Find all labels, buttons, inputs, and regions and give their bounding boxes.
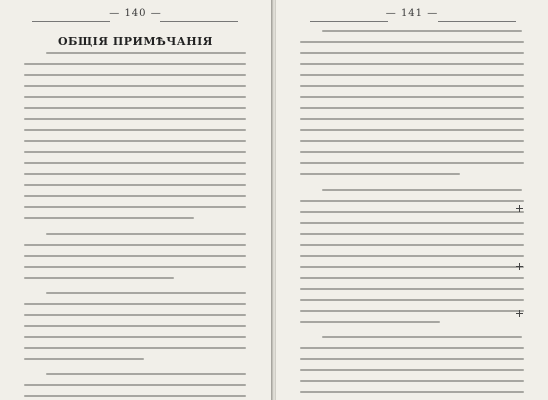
left-header-rule-left	[32, 21, 110, 22]
text-line	[300, 173, 460, 175]
text-line	[300, 255, 524, 257]
text-line	[24, 206, 246, 208]
section-heading: ОБЩІЯ ПРИМѢЧАНІЯ	[57, 35, 214, 48]
text-line	[300, 85, 524, 87]
right-header-rule-left	[310, 21, 388, 22]
text-line	[24, 244, 246, 246]
text-line	[24, 325, 246, 327]
text-line	[300, 358, 524, 360]
text-line	[300, 233, 524, 235]
text-line	[300, 200, 524, 202]
right-page	[276, 0, 548, 400]
section-marker-icon	[516, 205, 523, 212]
text-line	[24, 85, 246, 87]
section-marker-icon	[516, 263, 523, 270]
text-line	[300, 211, 524, 213]
right-page-number: — 141 —	[385, 8, 439, 19]
text-line	[300, 52, 524, 54]
text-line	[24, 151, 246, 153]
text-line	[24, 217, 194, 219]
text-line	[300, 118, 524, 120]
text-line	[46, 373, 246, 375]
text-line	[24, 63, 246, 65]
text-line	[24, 314, 246, 316]
left-page-number: — 140 —	[109, 8, 162, 19]
text-line	[24, 266, 246, 268]
text-line	[300, 162, 524, 164]
text-line	[46, 233, 246, 235]
text-line	[24, 384, 246, 386]
text-line	[24, 129, 246, 131]
text-line	[300, 244, 524, 246]
text-line	[300, 347, 524, 349]
text-line	[24, 107, 246, 109]
text-line	[24, 358, 144, 360]
right-header-rule-right	[438, 21, 516, 22]
text-line	[24, 195, 246, 197]
text-line	[322, 189, 522, 191]
text-line	[300, 288, 524, 290]
text-line	[322, 336, 522, 338]
left-header-rule-right	[160, 21, 238, 22]
text-line	[24, 184, 246, 186]
text-line	[300, 63, 524, 65]
text-line	[24, 347, 246, 349]
text-line	[24, 277, 174, 279]
text-line	[300, 380, 524, 382]
text-line	[24, 303, 246, 305]
text-line	[24, 395, 246, 397]
text-line	[300, 151, 524, 153]
text-line	[46, 292, 246, 294]
text-line	[46, 52, 246, 54]
text-line	[300, 277, 524, 279]
text-line	[322, 30, 522, 32]
text-line	[300, 140, 524, 142]
text-line	[300, 266, 524, 268]
text-line	[300, 299, 524, 301]
text-line	[24, 162, 246, 164]
left-page	[0, 0, 271, 400]
text-line	[24, 336, 246, 338]
text-line	[300, 96, 524, 98]
text-line	[300, 222, 524, 224]
text-line	[24, 74, 246, 76]
text-line	[300, 369, 524, 371]
text-line	[24, 255, 246, 257]
text-line	[24, 96, 246, 98]
text-line	[300, 41, 524, 43]
text-line	[300, 310, 524, 312]
text-line	[300, 129, 524, 131]
text-line	[300, 107, 524, 109]
text-line	[300, 74, 524, 76]
text-line	[300, 321, 440, 323]
section-marker-icon	[516, 310, 523, 317]
text-line	[24, 140, 246, 142]
text-line	[24, 173, 246, 175]
text-line	[300, 391, 524, 393]
text-line	[24, 118, 246, 120]
